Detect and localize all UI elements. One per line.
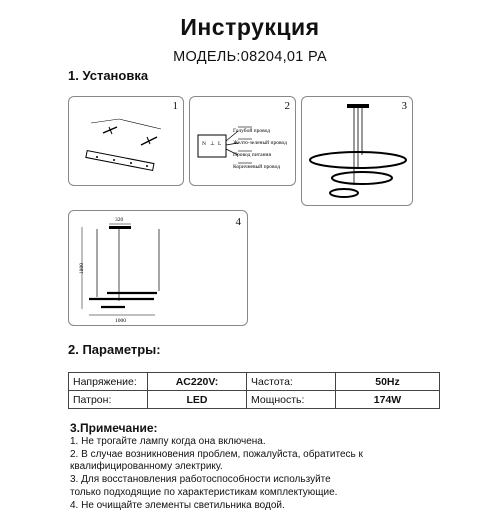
note-line: 4. Не очищайте элементы светильника водой. [70, 499, 285, 511]
pendant-lamp-drawing [302, 97, 412, 205]
param-label: Напряжение: [69, 373, 148, 391]
note-line: 3. Для восстановления работоспособности используйте [70, 474, 331, 486]
svg-text:N: N [202, 141, 206, 147]
note-line: 1. Не трогайте лампу когда она включена. [70, 435, 266, 447]
panel-number-2: 2 [284, 100, 290, 112]
wire-label-blue: Голубой провод [233, 128, 271, 134]
notes-heading: 3.Примечание: [70, 421, 158, 435]
note-line: только подходящие по характеристикам комплектующие. [70, 486, 338, 498]
install-panel-2 [189, 96, 296, 186]
wire-label-power: Провод питания [233, 152, 272, 158]
notes-section [70, 422, 490, 513]
installation-heading: 1. Установка [68, 68, 149, 83]
install-panel-3 [301, 96, 413, 206]
dimension-bottom: 1000 [115, 318, 126, 324]
document-title: Инструкция [180, 14, 320, 40]
parameters-heading: 2. Параметры: [68, 342, 161, 357]
svg-text:L: L [218, 141, 222, 147]
panel-number-4: 4 [235, 216, 241, 228]
install-panel-4 [68, 210, 248, 326]
install-panel-1 [68, 96, 184, 186]
param-value: AC220V: [148, 373, 247, 391]
table-row [69, 391, 440, 409]
parameters-table [68, 372, 440, 409]
dimension-drawing [69, 211, 247, 325]
param-value: LED [148, 391, 247, 409]
param-value: 174W [336, 391, 440, 409]
param-label: Патрон: [69, 391, 148, 409]
dimension-height: 1800 [79, 263, 85, 274]
model-number: МОДЕЛЬ:08204,01 РА [173, 49, 327, 65]
table-row [69, 373, 440, 391]
wire-label-yellow-green: Желто-зеленый провод [233, 140, 287, 146]
ceiling-mount-drawing [69, 97, 183, 185]
wiring-diagram [190, 97, 295, 185]
param-label: Частота: [247, 373, 336, 391]
svg-text:⊥: ⊥ [210, 141, 215, 147]
panel-number-3: 3 [401, 100, 407, 112]
note-line: 2. В случае возникновения проблем, пожалуйста, обратитесь к [70, 448, 363, 460]
param-value: 50Hz [336, 373, 440, 391]
note-line: квалифицированному электрику. [70, 461, 223, 473]
dimension-top: 320 [115, 217, 124, 223]
param-label: Мощность: [247, 391, 336, 409]
panel-number-1: 1 [172, 100, 178, 112]
wire-label-brown: Коричневый провод [233, 164, 280, 170]
